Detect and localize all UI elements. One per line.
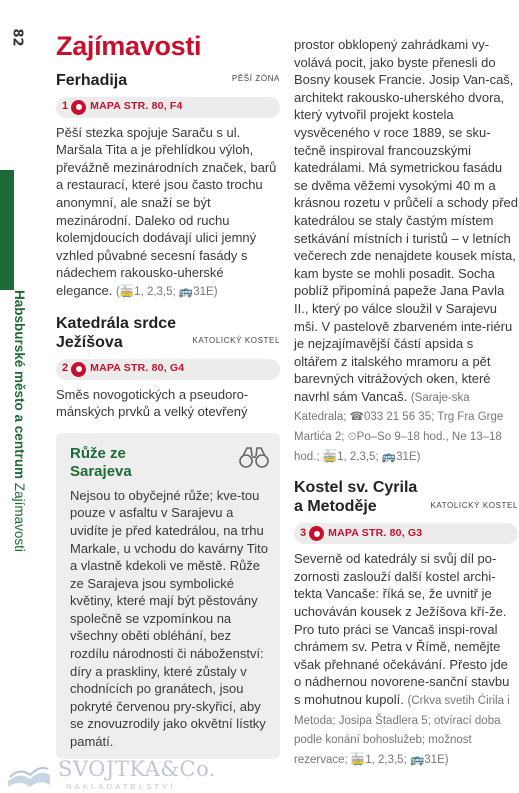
entry-text-continued: prostor obklopený zahrádkami vy-volává pocit, jako byste přenesli do Bosny kousek Francie. Josip Van-caš, architekt rakousko-uherského dvora, který vytvořil projekt kostela vysvěceného v roce 1889, se sku-tečně inspiroval francouzskými katedrálami. Má symetrickou fasádu se dvěma věžemi vysokými 40 m a krásnou rozetu v průčelí a schody před katedrálou se staly častým místem setkávání místních i turistů – v letních večerech zde nenajdete kousek místa, kam byste se mohli posadit. Socha poblíž připomíná papeže Jana Pavla II., který po válce sloužil v Sarajevu mši. V pastelově zbarveném inte-riéru je nejzajímavější částí apsida s oltářem z italského mramoru a pět barevných vitrážových oken, které navrhl sám Vancaš. (Saraje-ska Katedrala; ☎033 21 56 35; Trg Fra Grge Martića 2; ⏲Po–So 9–18 hod., Ne 13–18 hod.; 🚋1, 2,3,5; 🚌31E): [294, 37, 519, 463]
entry-number: 2: [62, 362, 69, 375]
entry-text: Pěší stezka spojuje Saraču s ul. Maršala Tita a je přehlídkou výloh, převážně mezinárodních značek, barů a restaurací, které jsou často trochu anonymní, ale snaží se být mezinárodní. Daleko od ruchu kolemjdoucích dodávají ulici jemný vzhled půvabné secesní fasády s nádechem rakousko-uherské elegance. (🚋1, 2,3,5; 🚌31E): [56, 124, 277, 298]
entry-info: (🚋1, 2,3,5; 🚌31E): [116, 285, 218, 298]
left-column: [56, 70, 280, 759]
entry-kostel: [294, 478, 518, 769]
entry-title: Katedrála srdce Ježíšova: [56, 314, 177, 351]
publisher-sub: NAKLADATELSTVÍ: [66, 782, 176, 791]
entry-category: KATOLICKÝ KOSTEL: [192, 335, 280, 345]
map-pin-icon: [71, 362, 86, 377]
page-margin: [0, 0, 36, 793]
entry-number: 3: [300, 526, 307, 539]
entry-category: PĚŠÍ ZÓNA: [231, 74, 280, 83]
map-pin-icon: [71, 100, 86, 115]
entry-katedrala: [56, 314, 280, 421]
map-ref-text: MAPA STR. 80, F4: [90, 100, 183, 113]
box-title: Růže ze Sarajeva: [70, 444, 132, 480]
map-pin-icon: [309, 526, 324, 541]
entry-text: Směs novogotických a pseudoro-mánských prvků a velký otevřený: [56, 386, 249, 420]
entry-text: Severně od katedrály si svůj díl po-zornosti zaslouží další kostel archi-tekta Vancaše: říká se, že uvnitř je uchováván kousek z Ježíšova kří-že. Pro tuto práci se Vancaš inspi-roval chrámem sv. Petra v Římě, nemějte však přehnané očekávání. Přesto jde o nádhernou novorene-sanční stavbu s mohutnou kupolí. (Crkva svetih Ćirila i Metoda; Josipa Štadlera 5; otvírací doba podle konání bohoslužeb; možnost rezervace; 🚋1, 2,3,5; 🚌31E): [294, 551, 510, 766]
sidebar-box: [56, 433, 280, 759]
page-title: Zajímavosti: [56, 31, 202, 61]
map-ref-text: MAPA STR. 80, G3: [328, 526, 423, 539]
entry-title: Ferhadija: [56, 71, 128, 89]
right-column: [294, 36, 518, 769]
page-number: 82: [9, 27, 25, 47]
map-reference: [56, 359, 280, 380]
entry-title: Kostel sv. Cyrila a Metoděje: [294, 479, 418, 516]
entry-category: KATOLICKÝ KOSTEL: [430, 500, 518, 510]
entry-info: (Saraje-ska Katedrala; ☎033 21 56 35; Trg Fra Grge Martića 2; ⏲Po–So 9–18 hod., Ne 13–18 hod.; 🚋1, 2,3,5; 🚌31E): [294, 391, 504, 463]
book-logo-icon: [6, 757, 52, 789]
section-label: Habsburské město a centrum: [12, 290, 27, 480]
publisher-logo: [0, 755, 217, 793]
binoculars-icon: [238, 445, 270, 469]
entry-ferhadija: [56, 70, 280, 302]
box-text: Nejsou to obyčejné růže; kve-tou pouze v asfaltu v Sarajevu a uvidíte je před katedrálou, na trhu Markale, u vchodu do kavárny Tito a vlastně kdekoli ve městě. Růže ze Sarajeva jsou symbolické květiny, které mají být pěstovány společně se vzpomínkou na všechny oběti obléhání, bez rozdílu národnosti či náboženství: díry a praskliny, které zůstaly v chodnících po granátech, jsou pokryté červenou pry-skyřicí, aby se znovuzrodily jako okvětní lístky památí.: [70, 487, 268, 750]
publisher-name: SVOJTKA&Co.: [58, 757, 217, 781]
chapter-label: Zajímavosti: [12, 482, 27, 552]
section-tab: [0, 170, 14, 290]
entry-info: (Crkva svetih Ćirila i Metoda; Josipa Štadlera 5; otvírací doba podle konání bohoslužeb; možnost rezervace; 🚋1, 2,3,5; 🚌31E): [294, 695, 510, 766]
map-reference: [294, 523, 518, 544]
map-reference: [56, 97, 280, 118]
map-ref-text: MAPA STR. 80, G4: [90, 362, 185, 375]
running-header: [6, 290, 32, 560]
entry-number: 1: [62, 100, 69, 113]
